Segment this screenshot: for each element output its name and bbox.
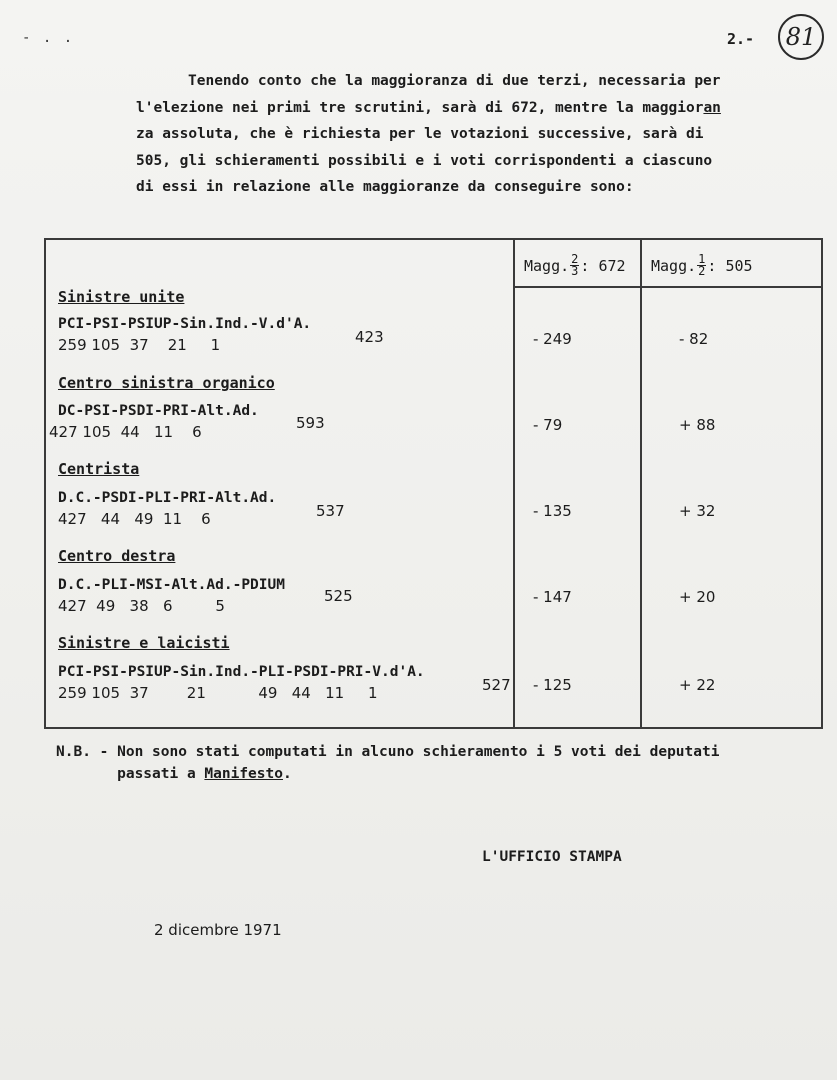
note-manifesto: Manifesto [204,766,283,782]
group-title: Sinistre e laicisti [58,634,230,652]
party-list: PCI-PSI-PSIUP-Sin.Ind.-PLI-PSDI-PRI-V.d'A. [58,664,425,680]
diff-absolute: - 82 [679,330,709,348]
intro-line-1: Tenendo conto che la maggioranza di due terzi, necessaria per [188,73,721,89]
group-total: 537 [316,502,345,520]
diff-two-thirds: - 147 [533,588,572,606]
note-line-2-prefix: passati a [56,766,205,782]
intro-line-4: 505, gli schieramenti possibili e i voti corrispondenti a ciascuno [136,152,713,169]
group-title: Sinistre unite [58,288,185,306]
majority-table [44,238,823,729]
intro-line-3: za assoluta, che è richiesta per le votazioni successive, sarà di [136,126,704,142]
group-title: Centrista [58,460,140,478]
diff-two-thirds: - 79 [533,416,563,434]
seat-counts: 427 49 38 6 5 [58,597,225,615]
header-underline [513,286,821,288]
party-list: PCI-PSI-PSIUP-Sin.Ind.-V.d'A. [58,316,312,332]
page-number: 2.- [727,30,755,48]
party-list: D.C.-PLI-MSI-Alt.Ad.-PDIUM [58,577,285,593]
group-title: Centro destra [58,547,176,565]
archive-stamp: 81 [778,14,824,60]
note-paragraph [56,741,719,785]
group-total: 525 [324,587,353,605]
party-list: D.C.-PSDI-PLI-PRI-Alt.Ad. [58,490,277,506]
group-title: Centro sinistra organico [58,374,275,392]
seat-counts: 427 105 44 11 6 [49,423,202,441]
group-total: 593 [296,414,325,432]
signature: L'UFFICIO STAMPA [482,849,622,865]
party-list: DC-PSI-PSDI-PRI-Alt.Ad. [58,403,259,419]
seat-counts: 427 44 49 11 6 [58,510,211,528]
header-two-thirds: Magg. $\frac{2}{3}$ : 672 [524,252,626,278]
seat-counts: 259 105 37 21 1 [58,336,221,354]
diff-absolute: + 88 [679,416,716,434]
diff-two-thirds: - 125 [533,676,572,694]
intro-line-2: l'elezione nei primi tre scrutini, sarà di 672, mentre la maggioran [136,99,721,116]
diff-absolute: + 22 [679,676,716,694]
intro-paragraph [136,68,826,201]
diff-two-thirds: - 135 [533,502,572,520]
intro-line-5: di essi in relazione alle maggioranze da conseguire sono: [136,179,634,195]
diff-two-thirds: - 249 [533,330,572,348]
seat-counts: 259 105 37 21 49 44 11 1 [58,684,378,702]
group-total: 423 [355,328,384,346]
diff-absolute: + 32 [679,502,716,520]
table-divider-1 [513,240,515,727]
diff-absolute: + 20 [679,588,716,606]
group-total: 527 [482,676,511,694]
table-divider-2 [640,240,642,727]
document-date: 2 dicembre 1971 [154,921,282,939]
note-line-1: N.B. - Non sono stati computati in alcuno schieramento i 5 voti dei deputati [56,744,720,760]
header-absolute: Magg. $\frac{1}{2}$ : 505 [651,252,753,278]
note-line-2-suffix: . [282,766,292,782]
fraction-one-half: $\frac{1}{2}$ [698,252,706,278]
corner-dots: - . . [22,30,75,46]
fraction-two-thirds: $\frac{2}{3}$ [571,252,579,278]
